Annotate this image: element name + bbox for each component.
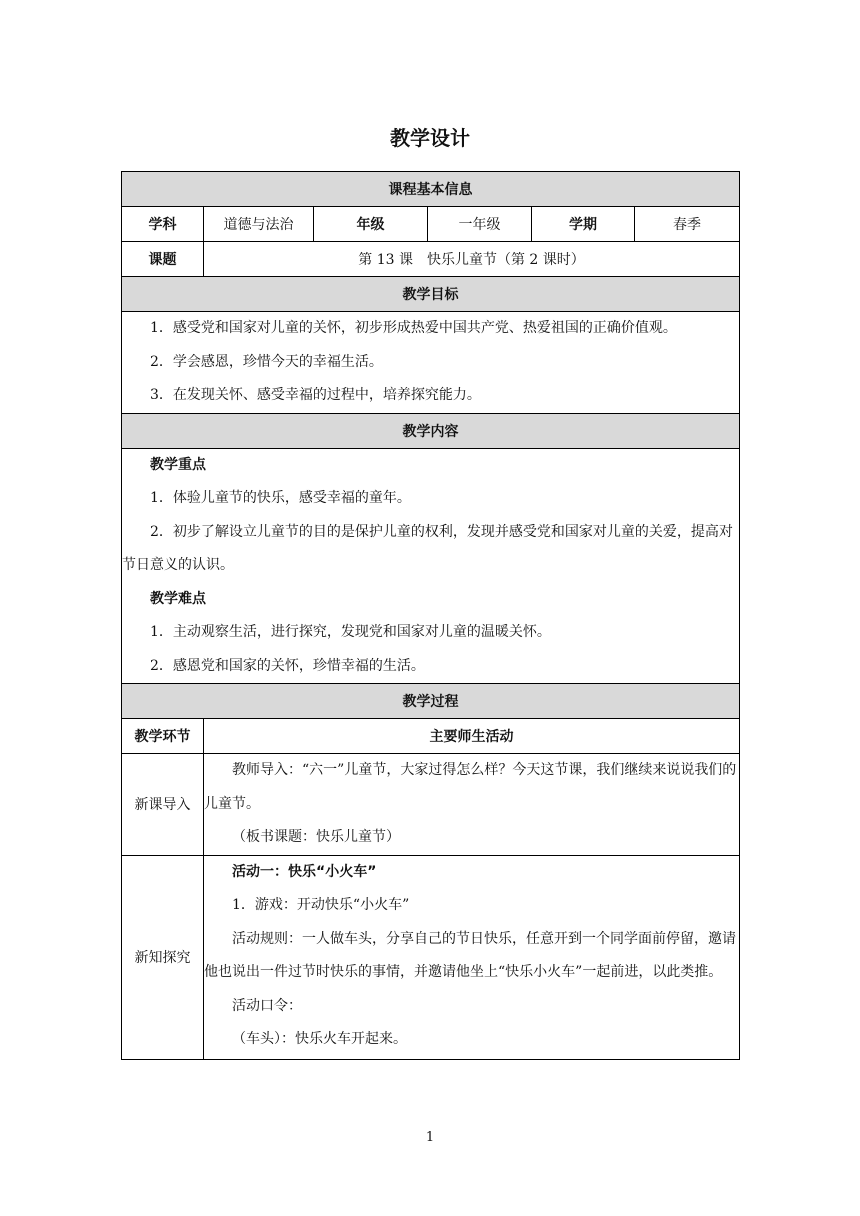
activity-line: （板书课题：快乐儿童节） — [232, 829, 400, 845]
key-points-label: 教学重点 — [150, 456, 206, 473]
content-body — [122, 448, 740, 684]
stage-explore: 新知探究 — [122, 855, 204, 1059]
activity-title: 活动一：快乐“小火车” — [232, 863, 377, 880]
basic-info-header: 课程基本信息 — [122, 172, 740, 207]
grade-label: 年级 — [314, 207, 428, 242]
term-label: 学期 — [532, 207, 635, 242]
key-point-item: 1．体验儿童节的快乐，感受幸福的童年。 — [150, 490, 411, 506]
activity-line: 1．游戏：开动快乐“小火车” — [232, 897, 410, 913]
process-header: 教学过程 — [122, 684, 740, 719]
topic-value: 第 13 课 快乐儿童节（第 2 课时） — [204, 242, 740, 277]
objective-item: 1．感受党和国家对儿童的关怀，初步形成热爱中国共产党、热爱祖国的正确价值观。 — [150, 320, 677, 336]
document-title: 教学设计 — [390, 126, 470, 150]
activity-line: 活动规则：一人做车头，分享自己的节日快乐，任意开到一个同学面前停留，邀请他也说出一件过节时快乐的事情，并邀请他坐上“快乐小火车”一起前进，以此类推。 — [204, 930, 736, 980]
stage-column-header: 教学环节 — [122, 719, 204, 754]
term-value: 春季 — [635, 207, 740, 242]
subject-label: 学科 — [122, 207, 204, 242]
topic-label: 课题 — [122, 242, 204, 277]
stage-intro: 新课导入 — [122, 754, 204, 856]
content-header: 教学内容 — [122, 413, 740, 448]
stage-explore-activities — [204, 855, 740, 1059]
lesson-plan-table — [121, 171, 740, 1060]
difficult-points-label: 教学难点 — [150, 590, 206, 607]
difficult-point-item: 1．主动观察生活，进行探究，发现党和国家对儿童的温暖关怀。 — [150, 624, 551, 640]
activity-column-header: 主要师生活动 — [204, 719, 740, 754]
subject-value: 道德与法治 — [204, 207, 314, 242]
activity-line: （车头）：快乐火车开起来。 — [232, 1031, 407, 1047]
activity-line: 活动口令： — [232, 997, 302, 1014]
key-point-item: 2．初步了解设立儿童节的目的是保护儿童的权利，发现并感受党和国家对儿童的关爱，提高对节日意义的认识。 — [122, 523, 733, 573]
objective-item: 3．在发现关怀、感受幸福的过程中，培养探究能力。 — [150, 387, 481, 403]
objectives-header: 教学目标 — [122, 277, 740, 312]
activity-line: 教师导入：“六一”儿童节，大家过得怎么样？今天这节课，我们继续来说说我们的儿童节。 — [204, 762, 737, 812]
objectives-body — [122, 312, 740, 414]
page-number: 1 — [425, 1130, 435, 1145]
stage-intro-activities — [204, 754, 740, 856]
difficult-point-item: 2．感恩党和国家的关怀，珍惜幸福的生活。 — [150, 657, 425, 674]
objective-item: 2．学会感恩，珍惜今天的幸福生活。 — [150, 353, 383, 370]
grade-value: 一年级 — [428, 207, 532, 242]
